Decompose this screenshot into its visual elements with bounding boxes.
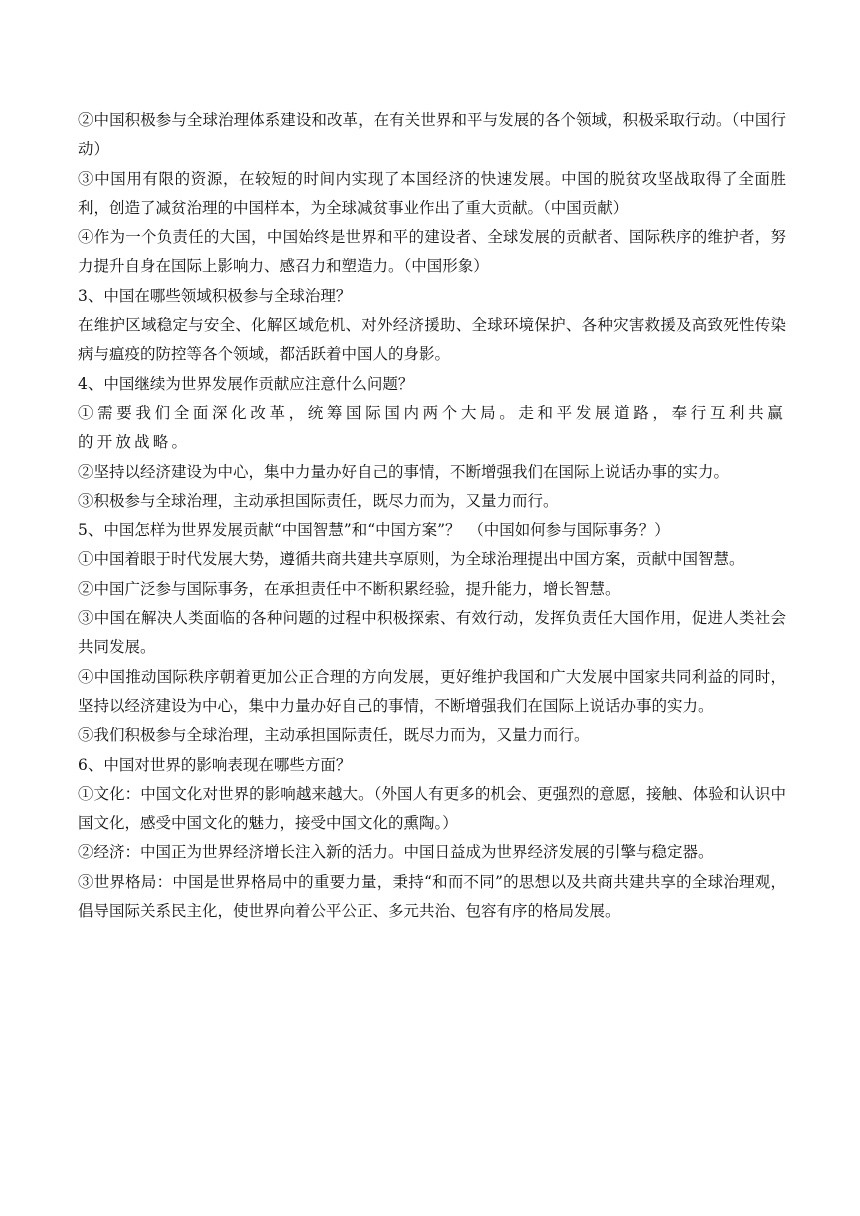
- question-heading-6: 6、中国对世界的影响表现在哪些方面？: [78, 755, 352, 774]
- paragraph-china-image: ④作为一个负责任的大国，中国始终是世界和平的建设者、全球发展的贡献者、国际秩序的维护者，努力提升自身在国际上影响力、感召力和塑造力。（中国形象）: [78, 228, 786, 276]
- paragraph-culture-influence: ①文化：中国文化对世界的影响越来越大。（外国人有更多的机会、更强烈的意愿，接触、体验和认识中国文化，感受中国文化的魅力，接受中国文化的熏陶。）: [78, 784, 786, 833]
- paragraph-china-action: ②中国积极参与全球治理体系建设和改革，在有关世界和平与发展的各个领域，积极采取行动。（中国行动）: [78, 111, 786, 159]
- paragraph-solving-problems: ③中国在解决人类面临的各种问题的过程中积极探索、有效行动，发挥负责任大国作用，促进人类社会共同发展。: [78, 609, 786, 657]
- question-heading-4: 4、中国继续为世界发展作贡献应注意什么问题？: [78, 374, 414, 393]
- document-body: [78, 106, 786, 926]
- question-heading-5: 5、中国怎样为世界发展贡献“中国智慧”和“中国方案”？ （中国如何参与国际事务？）: [78, 521, 670, 540]
- paragraph-china-solution: ①中国着眼于时代发展大势，遵循共商共建共享原则，为全球治理提出中国方案，贡献中国智慧。: [78, 550, 745, 569]
- paragraph-deepen-reform: ①需要我们全面深化改革，统筹国际国内两个大局。走和平发展道路，奉行互利共赢的开放战略。: [78, 403, 786, 452]
- paragraph-global-governance-participation: ⑤我们积极参与全球治理，主动承担国际责任，既尽力而为，又量力而行。: [78, 726, 590, 745]
- paragraph-economic-construction: ②坚持以经济建设为中心，集中力量办好自己的事情，不断增强我们在国际上说话办事的实力。: [78, 462, 730, 481]
- question-heading-3: 3、中国在哪些领域积极参与全球治理？: [78, 286, 352, 305]
- paragraph-global-governance-fields: 在维护区域稳定与安全、化解区域危机、对外经济援助、全球环境保护、各种灾害救援及高致死性传染病与瘟疫的防控等各个领域，都活跃着中国人的身影。: [78, 316, 786, 364]
- paragraph-international-responsibility: ③积极参与全球治理，主动承担国际责任，既尽力而为，又量力而行。: [78, 491, 559, 510]
- paragraph-economy-influence: ②经济：中国正为世界经济增长注入新的活力。中国日益成为世界经济发展的引擎与稳定器。: [78, 843, 714, 862]
- paragraph-international-affairs: ②中国广泛参与国际事务，在承担责任中不断积累经验，提升能力，增长智慧。: [78, 579, 621, 598]
- paragraph-world-pattern-influence: ③世界格局：中国是世界格局中的重要力量，秉持“和而不同”的思想以及共商共建共享的全球治理观，倡导国际关系民主化，使世界向着公平公正、多元共治、包容有序的格局发展。: [78, 872, 786, 921]
- paragraph-international-order: ④中国推动国际秩序朝着更加公正合理的方向发展，更好维护我国和广大发展中国家共同利益的同时，坚持以经济建设为中心，集中力量办好自己的事情，不断增强我们在国际上说话办事的实力。: [78, 667, 786, 715]
- paragraph-china-contribution: ③中国用有限的资源，在较短的时间内实现了本国经济的快速发展。中国的脱贫攻坚战取得了全面胜利，创造了减贫治理的中国样本，为全球减贫事业作出了重大贡献。（中国贡献）: [78, 169, 786, 217]
